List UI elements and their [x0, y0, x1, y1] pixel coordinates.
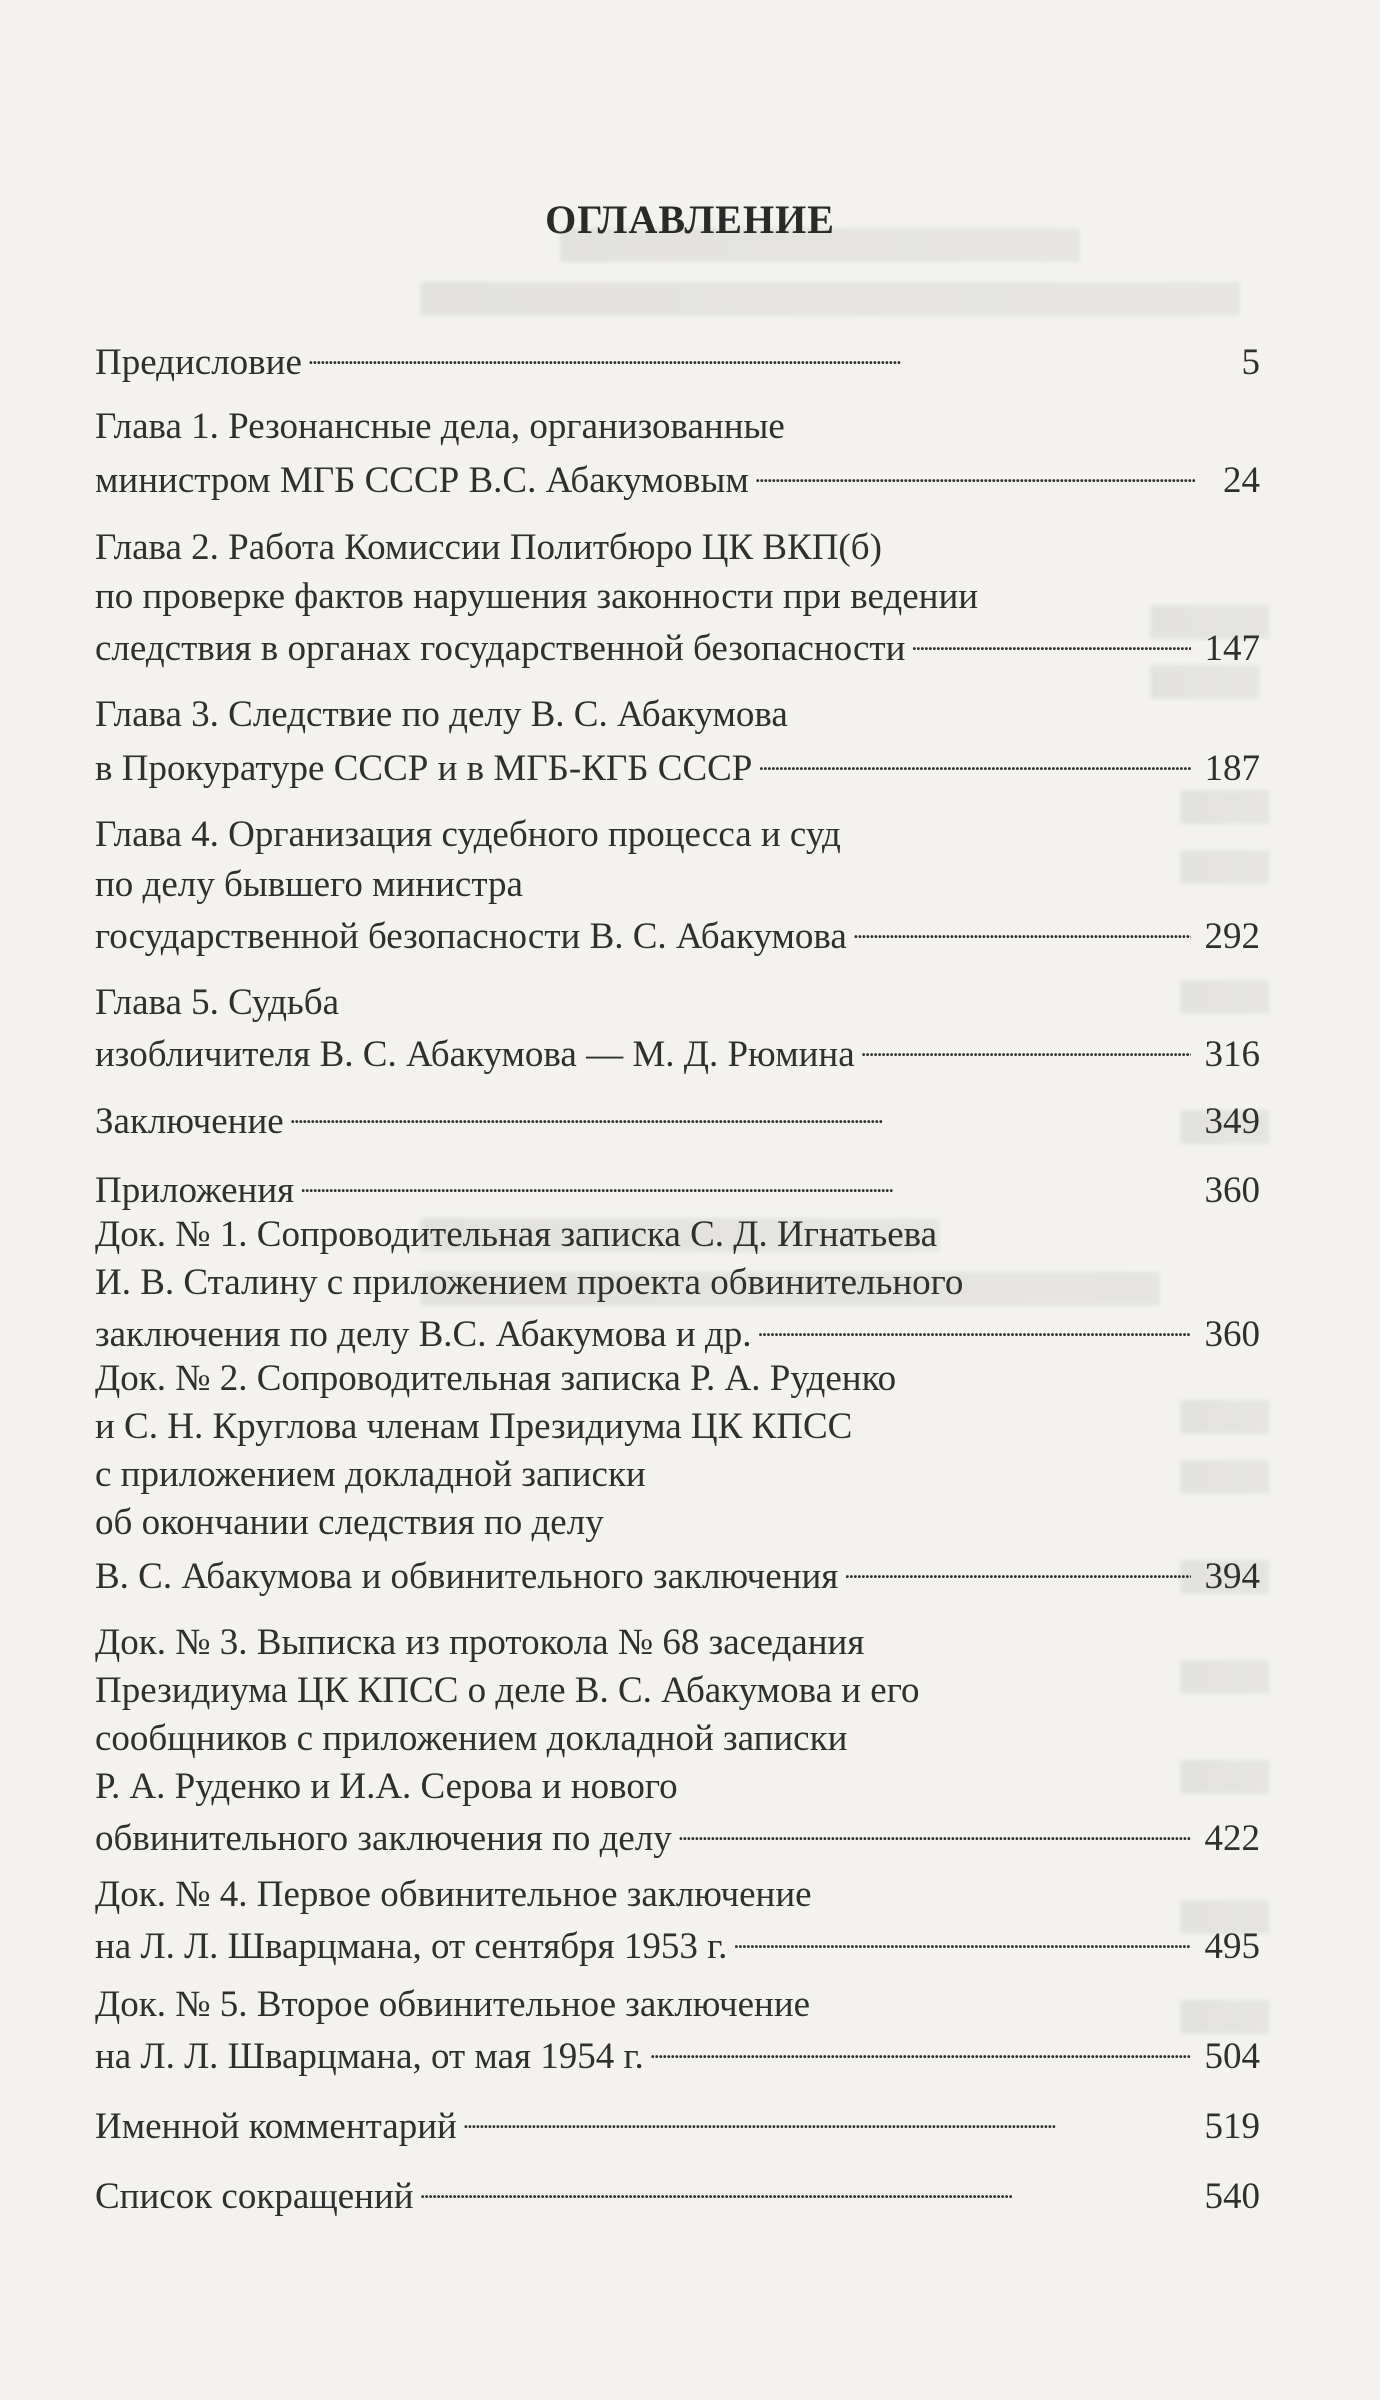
- page-number: 540: [1204, 2176, 1260, 2217]
- toc-entry-conclusion[interactable]: [95, 1093, 1260, 1143]
- toc-entry-chapter-1-line-1[interactable]: [95, 402, 1260, 452]
- toc-entry-doc-2-line-4[interactable]: [95, 1498, 1260, 1548]
- leader-dots: [757, 1306, 1190, 1346]
- toc-heading: ОГЛАВЛЕНИЕ: [545, 197, 835, 242]
- entry-title: министром МГБ СССР В.С. Абакумовым: [95, 460, 749, 501]
- toc-entry-doc-3-line-2[interactable]: [95, 1666, 1260, 1716]
- leader-dots: [420, 2168, 1191, 2208]
- toc-entry-chapter-5-line-2[interactable]: [95, 1026, 1260, 1076]
- toc-entry-chapter-2-line-1[interactable]: [95, 523, 1260, 573]
- page-number: 349: [1204, 1101, 1260, 1142]
- toc-entry-doc-5-line-1[interactable]: [95, 1980, 1260, 2030]
- toc-entry-doc-2-line-5[interactable]: [95, 1548, 1260, 1598]
- page-number: 360: [1204, 1314, 1260, 1355]
- entry-title: Док. № 3. Выписка из протокола № 68 заседания: [95, 1622, 865, 1663]
- toc-entry-chapter-4-line-1[interactable]: [95, 810, 1260, 860]
- entry-title: в Прокуратуре СССР и в МГБ-КГБ СССР: [95, 748, 753, 789]
- page-number: 187: [1204, 748, 1260, 789]
- entry-title: и С. Н. Круглова членам Президиума ЦК КПСС: [95, 1406, 853, 1447]
- toc-entry-chapter-4-line-2[interactable]: [95, 860, 1260, 910]
- leader-dots: [911, 620, 1190, 660]
- entry-title: И. В. Сталину с приложением проекта обвинительного: [95, 1262, 964, 1303]
- toc-entry-doc-3-line-1[interactable]: [95, 1618, 1260, 1668]
- toc-entry-chapter-4-line-3[interactable]: [95, 908, 1260, 958]
- entry-title: Док. № 5. Второе обвинительное заключение: [95, 1984, 811, 2025]
- page-number: 495: [1204, 1926, 1260, 1967]
- toc-entry-doc-1-line-1[interactable]: [95, 1210, 1260, 1260]
- entry-title: Глава 5. Судьба: [95, 982, 340, 1023]
- leader-dots: [308, 334, 1196, 374]
- toc-entry-name-commentary[interactable]: [95, 2098, 1260, 2148]
- toc-entry-chapter-2-line-2[interactable]: [95, 572, 1260, 622]
- page-number: 360: [1204, 1170, 1260, 1211]
- entry-title: на Л. Л. Шварцмана, от мая 1954 г.: [95, 2036, 644, 2077]
- entry-title: Президиума ЦК КПСС о деле В. С. Абакумова и его: [95, 1670, 920, 1711]
- leader-dots: [861, 1026, 1191, 1066]
- page-number: 24: [1223, 460, 1260, 501]
- toc-entry-doc-3-line-4[interactable]: [95, 1762, 1260, 1812]
- entry-title: В. С. Абакумова и обвинительного заключения: [95, 1556, 839, 1597]
- page-number: 5: [1241, 342, 1260, 383]
- leader-dots: [463, 2098, 1191, 2138]
- entry-title: заключения по делу В.С. Абакумова и др.: [95, 1314, 752, 1355]
- leader-dots: [300, 1162, 1190, 1202]
- entry-title: сообщников с приложением докладной записки: [95, 1718, 848, 1759]
- toc-entry-doc-2-line-1[interactable]: [95, 1354, 1260, 1404]
- page-number: 394: [1204, 1556, 1260, 1597]
- entry-title: Приложения: [95, 1170, 295, 1211]
- toc-entry-doc-2-line-3[interactable]: [95, 1450, 1260, 1500]
- toc-entry-chapter-3-line-2[interactable]: [95, 740, 1260, 790]
- entry-title: по делу бывшего министра: [95, 864, 523, 905]
- leader-dots: [650, 2028, 1191, 2068]
- entry-title: Глава 3. Следствие по делу В. С. Абакумова: [95, 694, 788, 735]
- entry-title: Именной комментарий: [95, 2106, 457, 2147]
- page-number: 316: [1204, 1034, 1260, 1075]
- page-number: 422: [1204, 1818, 1260, 1859]
- entry-title: Список сокращений: [95, 2176, 414, 2217]
- entry-title: Глава 4. Организация судебного процесса и суд: [95, 814, 841, 855]
- toc-entry-appendices[interactable]: [95, 1162, 1260, 1212]
- toc-entry-chapter-3-line-1[interactable]: [95, 690, 1260, 740]
- toc-entry-chapter-2-line-3[interactable]: [95, 620, 1260, 670]
- toc-entry-doc-3-line-3[interactable]: [95, 1714, 1260, 1764]
- entry-title: об окончании следствия по делу: [95, 1502, 604, 1543]
- entry-title: Заключение: [95, 1101, 284, 1142]
- leader-dots: [678, 1810, 1191, 1850]
- leader-dots: [853, 908, 1191, 948]
- toc-entry-preface[interactable]: [95, 334, 1260, 384]
- leader-dots: [758, 740, 1190, 780]
- entry-title: с приложением докладной записки: [95, 1454, 646, 1495]
- entry-title: государственной безопасности В. С. Абакумова: [95, 916, 847, 957]
- leader-dots: [844, 1548, 1190, 1588]
- page-number: 504: [1204, 2036, 1260, 2077]
- entry-title: Док. № 4. Первое обвинительное заключение: [95, 1874, 812, 1915]
- toc-entry-abbreviations[interactable]: [95, 2168, 1260, 2218]
- toc-entry-doc-4-line-1[interactable]: [95, 1870, 1260, 1920]
- leader-dots: [755, 452, 1196, 492]
- page-number: 147: [1204, 628, 1260, 669]
- entry-title: Глава 2. Работа Комиссии Политбюро ЦК ВКП(б): [95, 527, 882, 568]
- entry-title: по проверке фактов нарушения законности при ведении: [95, 576, 979, 617]
- entry-title: Р. А. Руденко и И.А. Серова и нового: [95, 1766, 678, 1807]
- toc-entry-doc-2-line-2[interactable]: [95, 1402, 1260, 1452]
- entry-title: следствия в органах государственной безопасности: [95, 628, 906, 669]
- toc-entry-doc-3-line-5[interactable]: [95, 1810, 1260, 1860]
- toc-entry-chapter-1-line-2[interactable]: [95, 452, 1260, 502]
- entry-title: изобличителя В. С. Абакумова — М. Д. Рюмина: [95, 1034, 855, 1075]
- page-number: 292: [1204, 916, 1260, 957]
- toc-entry-doc-4-line-2[interactable]: [95, 1918, 1260, 1968]
- entry-title: Глава 1. Резонансные дела, организованные: [95, 406, 785, 447]
- entry-title: Предисловие: [95, 342, 302, 383]
- entry-title: на Л. Л. Шварцмана, от сентября 1953 г.: [95, 1926, 728, 1967]
- toc-entry-doc-5-line-2[interactable]: [95, 2028, 1260, 2078]
- toc-entry-doc-1-line-3[interactable]: [95, 1306, 1260, 1356]
- page-number: 519: [1204, 2106, 1260, 2147]
- leader-dots: [733, 1918, 1190, 1958]
- toc-entry-chapter-5-line-1[interactable]: [95, 978, 1260, 1028]
- entry-title: Док. № 2. Сопроводительная записка Р. А. Руденко: [95, 1358, 897, 1399]
- toc-entry-doc-1-line-2[interactable]: [95, 1258, 1260, 1308]
- leader-dots: [290, 1093, 1191, 1133]
- entry-title: обвинительного заключения по делу: [95, 1818, 672, 1859]
- entry-title: Док. № 1. Сопроводительная записка С. Д. Игнатьева: [95, 1214, 938, 1255]
